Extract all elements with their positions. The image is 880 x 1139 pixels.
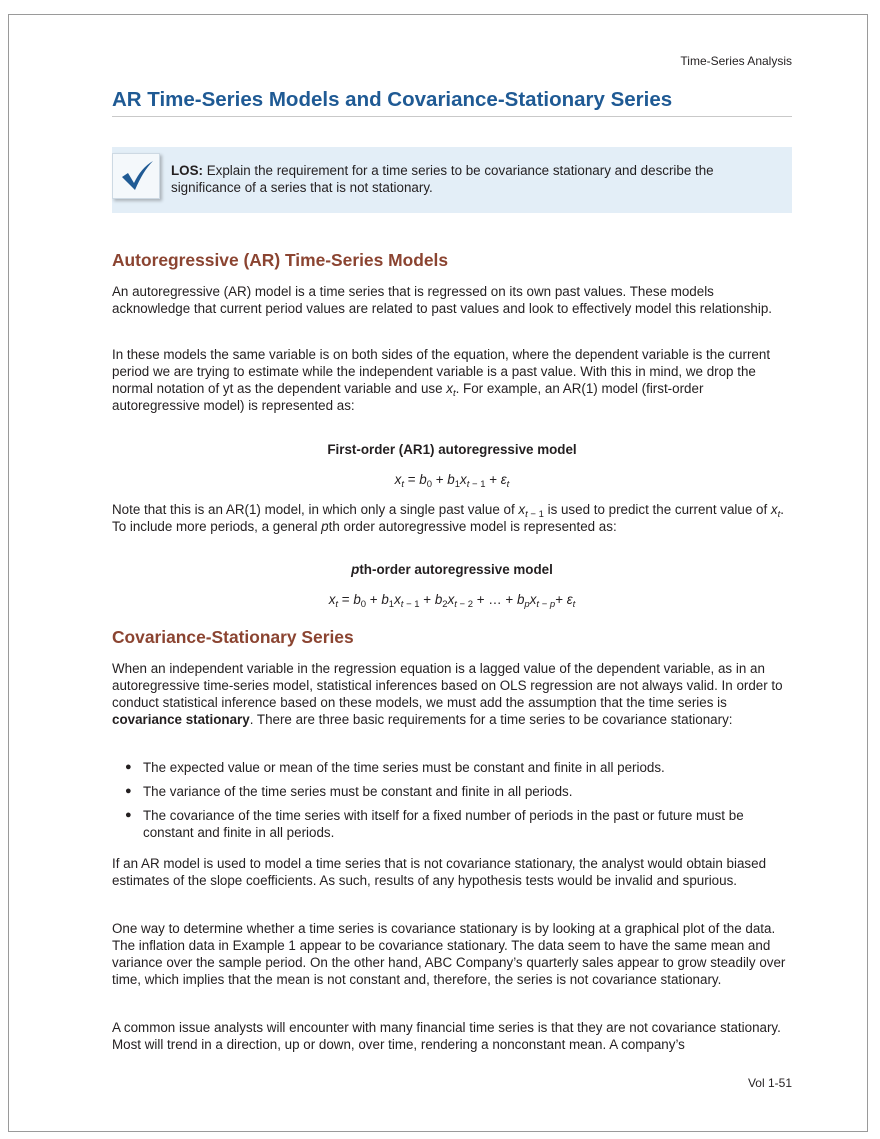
paragraph-not-stationary: If an AR model is used to model a time series that is not covariance stationary, the analyst would obtain biased estimates of the slope coefficients. As such, results of any hypothesis tests would be invalid and spurious.	[112, 856, 767, 888]
paragraph-financial-series: A common issue analysts will encounter with many financial time series is that they are not covariance stationary. Most will trend in a direction, up or down, over time, rendering a nonconstant mean. A company’s	[112, 1020, 781, 1052]
equation-pth-order: $x_t = b_0 + b_1x_{t - 1} + b_2x_{t - 2}$ + … + $b_px_{t - p}+ \varepsilon_t$	[328, 592, 576, 610]
paragraph-ar-notation: In these models the same variable is on both sides of the equation, where the dependent variable is the current period we are trying to estimate while the independent variable is a past value. With this in mind, we drop the normal notation of yt as the dependent variable and use $x_t$. For example, an AR(1) model (first-order autoregressive model) is represented as:	[112, 347, 771, 413]
bullet-icon: ●	[125, 809, 132, 821]
equation-title-pth-order: pth-order autoregressive model	[351, 562, 553, 577]
list-item: ● The expected value or mean of the time series must be constant and finite in all periods.	[125, 760, 665, 775]
equation-title-ar1: First-order (AR1) autoregressive model	[327, 442, 577, 457]
los-box	[112, 147, 792, 213]
section-heading-ar-models: Autoregressive (AR) Time-Series Models	[112, 250, 449, 270]
los-text	[171, 162, 771, 196]
list-item: ● The covariance of the time series with itself for a fixed number of periods in the past or future must be constant and finite in all periods.	[125, 808, 744, 840]
bullet-icon: ●	[125, 785, 132, 797]
list-item: ● The variance of the time series must be constant and finite in all periods.	[125, 784, 573, 799]
equation-ar1: $x_t = b_0 + b_1x_{t - 1} + \varepsilon_t$	[394, 472, 510, 490]
paragraph-ar-definition: An autoregressive (AR) model is a time series that is regressed on its own past values. These models acknowledge that current period values are related to past values and look to effectively model this relationship.	[112, 284, 772, 316]
paragraph-graphical-plot: One way to determine whether a time series is covariance stationary is by looking at a graphical plot of the data. The inflation data in Example 1 appear to be covariance stationary. The data seem to have the same mean and variance over the sample period. On the other hand, ABC Company’s quarterly sales appear to grow steadily over time, which implies that the mean is not constant and, therefore, the series is not covariance stationary.	[112, 921, 786, 987]
los-description: Explain the requirement for a time series to be covariance stationary and describe the significance of a series that is not stationary.	[171, 163, 714, 195]
paragraph-covariance-intro: When an independent variable in the regression equation is a lagged value of the dependent variable, as in an autoregressive time-series model, statistical inferences based on OLS regression are not always valid. In order to conduct statistical inference based on these models, we must add the assumption that the time series is covariance stationary. There are three basic requirements for a time series to be covariance stationary:	[112, 661, 783, 727]
running-head: Time-Series Analysis	[680, 54, 792, 68]
section-heading-covariance-stationary: Covariance-Stationary Series	[112, 627, 354, 647]
paragraph-ar1-note: Note that this is an AR(1) model, in which only a single past value of $x_{t - 1}$ is used to predict the current value of $x_t$. To include more periods, a general pth order autoregressive model is represented as:	[112, 502, 784, 534]
los-label: LOS:	[171, 163, 203, 178]
requirements-list	[112, 759, 792, 848]
bullet-icon: ●	[125, 761, 132, 773]
page-title: AR Time-Series Models and Covariance-Stationary Series	[112, 88, 792, 117]
checkmark-icon	[112, 153, 160, 199]
page-number: Vol 1-51	[747, 1076, 792, 1090]
